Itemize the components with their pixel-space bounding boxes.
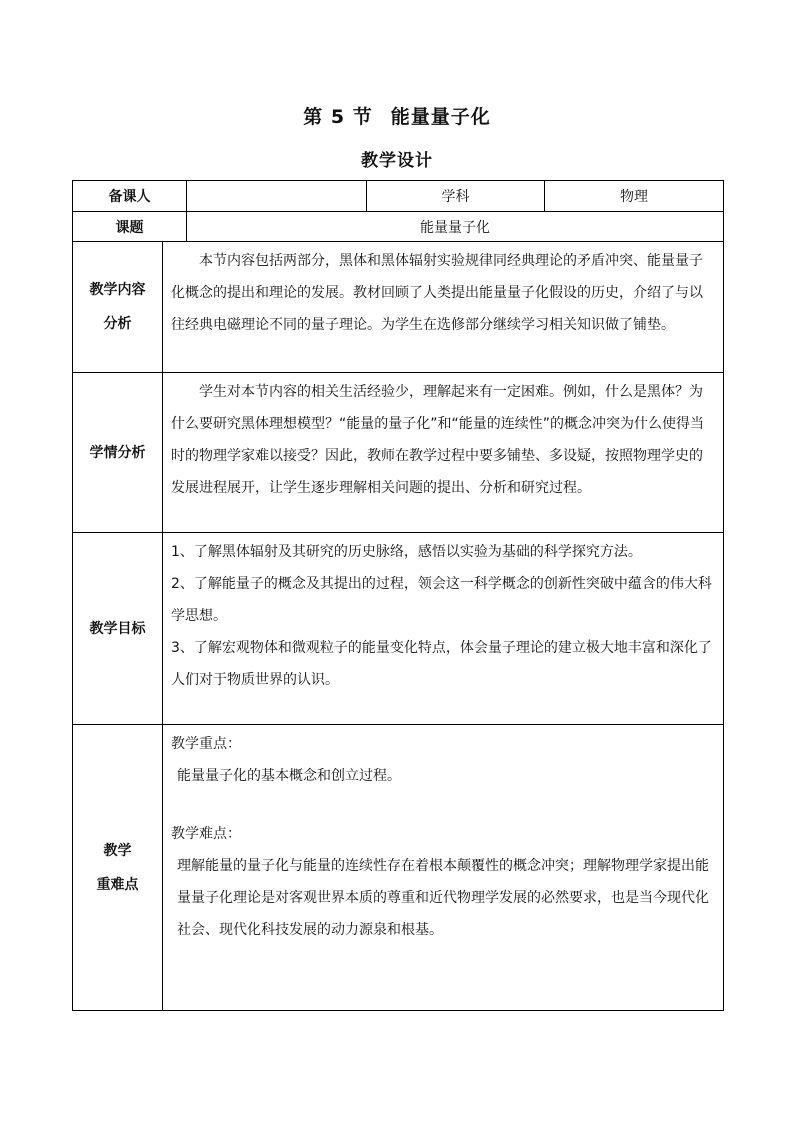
key-heading: 教学重点： bbox=[171, 736, 241, 752]
key-text: 能量量子化的基本概念和创立过程。 bbox=[177, 768, 401, 784]
student-analysis-label: 学情分析 bbox=[73, 373, 163, 533]
content-analysis-text: 本节内容包括两部分，黑体和黑体辐射实验规律同经典理论的矛盾冲突、能量量子化概念的提出和理论的发展。教材回顾了人类提出能量量子化假设的历史，介绍了与以往经典电磁理论不同的量子理论。为学生在选修部分继续学习相关知识做了铺垫。 bbox=[171, 253, 703, 333]
topic-label: 课题 bbox=[73, 212, 187, 242]
lesson-plan-table bbox=[72, 180, 724, 1011]
key-points-label-line1: 教学 bbox=[103, 842, 132, 859]
title-topic: 能量量子化 bbox=[390, 106, 491, 128]
content-analysis-label-line1: 教学内容 bbox=[89, 282, 146, 298]
preparer-label: 备课人 bbox=[73, 181, 187, 212]
key-points-label bbox=[73, 725, 163, 1011]
content-analysis-cell bbox=[163, 242, 724, 373]
page-title bbox=[0, 102, 794, 129]
content-analysis-label-line2: 分析 bbox=[103, 316, 132, 332]
table-row bbox=[73, 373, 724, 533]
table-row bbox=[73, 533, 724, 725]
objectives-cell bbox=[163, 533, 724, 725]
table-row bbox=[73, 242, 724, 373]
objectives-label: 教学目标 bbox=[73, 533, 163, 725]
key-points-label-line2: 重难点 bbox=[96, 876, 139, 893]
difficulty-text: 理解能量的量子化与能量的连续性存在着根本颠覆性的概念冲突；理解物理学家提出能量量子化理论是对客观世界本质的尊重和近代物理学发展的必然要求，也是当今现代化社会、现代化科技发展的动力源泉和根基。 bbox=[177, 858, 709, 938]
preparer-value bbox=[187, 181, 367, 212]
key-points-cell bbox=[163, 725, 724, 1011]
table-row bbox=[73, 725, 724, 1011]
objective-item: 1、了解黑体辐射及其研究的历史脉络，感悟以实验为基础的科学探究方法。 bbox=[171, 544, 642, 560]
student-analysis-cell bbox=[163, 373, 724, 533]
title-section: 第 5 节 bbox=[303, 106, 373, 128]
objective-item: 2、了解能量子的概念及其提出的过程，领会这一科学概念的创新性突破中蕴含的伟大科学思想。 bbox=[171, 576, 712, 624]
content-analysis-label bbox=[73, 242, 163, 373]
difficulty-heading: 教学难点： bbox=[171, 826, 241, 842]
topic-value: 能量量子化 bbox=[187, 212, 724, 242]
table-row bbox=[73, 181, 724, 212]
table-row bbox=[73, 212, 724, 242]
student-analysis-text: 学生对本节内容的相关生活经验少，理解起来有一定困难。例如，什么是黑体？为什么要研究黑体理想模型？“能量的量子化”和“能量的连续性”的概念冲突为什么使得当时的物理学家难以接受？因此，教师在教学过程中要多铺垫、多设疑，按照物理学史的发展进程展开，让学生逐步理解相关问题的提出、分析和研究过程。 bbox=[171, 384, 705, 496]
page-subtitle: 教学设计 bbox=[361, 151, 433, 171]
subject-value: 物理 bbox=[545, 181, 724, 212]
objective-item: 3、了解宏观物体和微观粒子的能量变化特点，体会量子理论的建立极大地丰富和深化了人们对于物质世界的认识。 bbox=[171, 640, 712, 688]
subject-label: 学科 bbox=[367, 181, 545, 212]
